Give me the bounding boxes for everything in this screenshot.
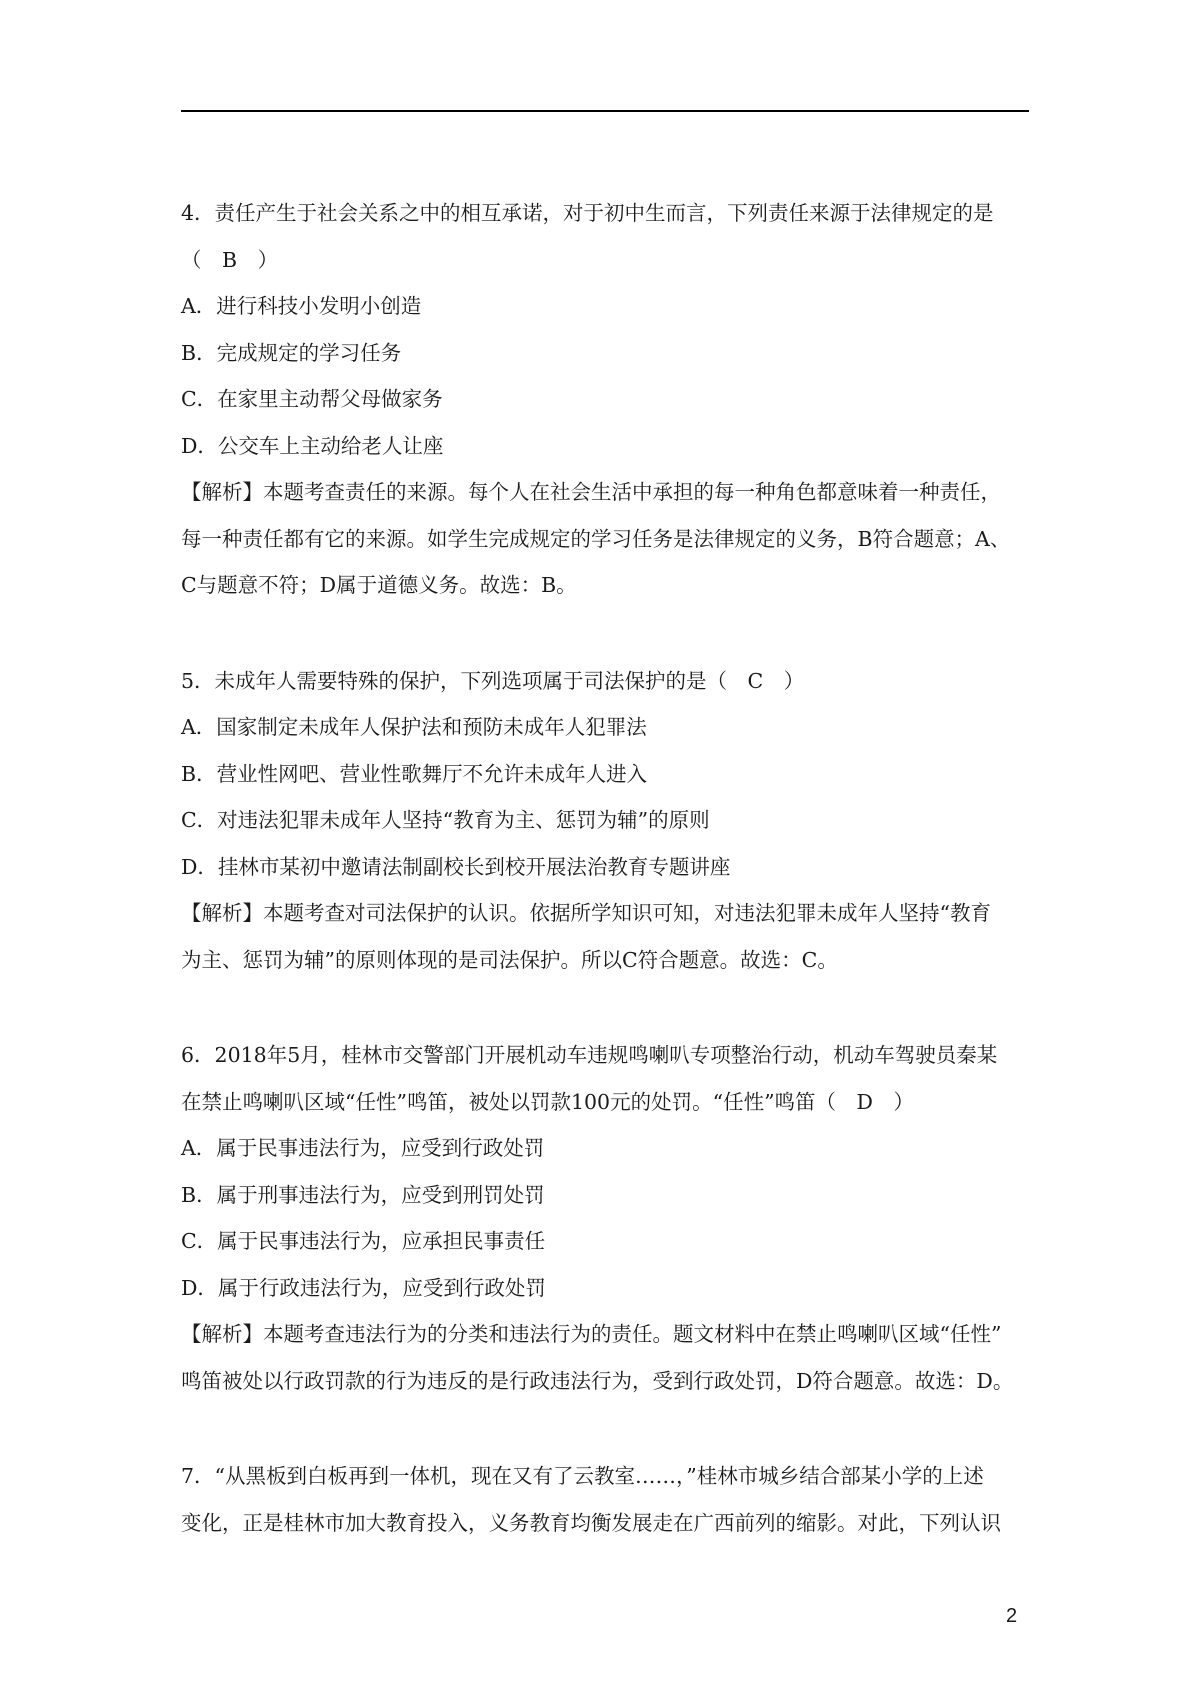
option-d: D．属于行政违法行为，应受到行政处罚 xyxy=(181,1275,546,1300)
analysis-line: 每一种责任都有它的来源。如学生完成规定的学习任务是法律规定的义务，B符合题意；A、 xyxy=(181,526,1011,551)
option-d: D．挂林市某初中邀请法制副校长到校开展法治教育专题讲座 xyxy=(181,854,731,879)
option-a: A．进行科技小发明小创造 xyxy=(181,294,422,318)
answer-line: （ B ） xyxy=(181,247,279,272)
question-stem: 4．责任产生于社会关系之中的相互承诺，对于初中生而言，下列责任来源于法律规定的是 xyxy=(181,201,994,225)
analysis-line: 为主、惩罚为辅”的原则体现的是司法保护。所以C符合题意。故选：C。 xyxy=(181,947,838,972)
option-b: B．营业性网吧、营业性歌舞厅不允许未成年人进入 xyxy=(181,761,648,786)
analysis-line: 【解析】本题考查责任的来源。每个人在社会生活中承担的每一种角色都意味着一种责任， xyxy=(181,480,1001,504)
question-stem: 6．2018年5月，桂林市交警部门开展机动车违规鸣喇叭专项整治行动，机动车驾驶员秦某 xyxy=(181,1043,998,1067)
option-b: B．完成规定的学习任务 xyxy=(181,340,402,365)
option-a: A．属于民事违法行为，应受到行政处罚 xyxy=(181,1136,545,1160)
analysis-line: C与题意不符；D属于道德义务。故选：B。 xyxy=(181,573,577,597)
page-number: 2 xyxy=(1006,1605,1018,1627)
question-stem: 5．未成年人需要特殊的保护，下列选项属于司法保护的是（ C ） xyxy=(181,668,805,693)
option-b: B．属于刑事违法行为，应受到刑罚处罚 xyxy=(181,1182,545,1207)
analysis-line: 鸣笛被处以行政罚款的行为违反的是行政违法行为，受到行政处罚，D符合题意。故选：D。 xyxy=(181,1368,1014,1393)
question-4 xyxy=(181,190,1041,609)
question-stem: 7．“从黑板到白板再到一体机，现在又有了云教室……，”桂林市城乡结合部某小学的上述 xyxy=(181,1464,984,1488)
option-a: A．国家制定未成年人保护法和预防未成年人犯罪法 xyxy=(181,715,647,739)
question-stem: 变化，正是桂林市加大教育投入，义务教育均衡发展走在广西前列的缩影。对此，下列认识 xyxy=(181,1510,1001,1535)
option-c: C．属于民事违法行为，应承担民事责任 xyxy=(181,1229,546,1253)
question-6 xyxy=(181,1032,1041,1404)
analysis-line: 【解析】本题考查违法行为的分类和违法行为的责任。题文材料中在禁止鸣喇叭区域“任性” xyxy=(181,1322,1002,1346)
option-c: C．在家里主动帮父母做家务 xyxy=(181,387,443,411)
analysis-line: 【解析】本题考查对司法保护的认识。依据所学知识可知，对违法犯罪未成年人坚持“教育 xyxy=(181,901,991,925)
option-c: C．对违法犯罪未成年人坚持“教育为主、惩罚为辅”的原则 xyxy=(181,808,710,832)
question-5 xyxy=(181,658,1041,984)
question-7 xyxy=(181,1453,1041,1546)
question-stem: 在禁止鸣喇叭区域“任性”鸣笛，被处以罚款100元的处罚。“任性”鸣笛（ D ） xyxy=(181,1089,914,1114)
header-rule xyxy=(181,110,1029,112)
option-d: D．公交车上主动给老人让座 xyxy=(181,433,444,458)
document-body xyxy=(181,190,1041,1546)
